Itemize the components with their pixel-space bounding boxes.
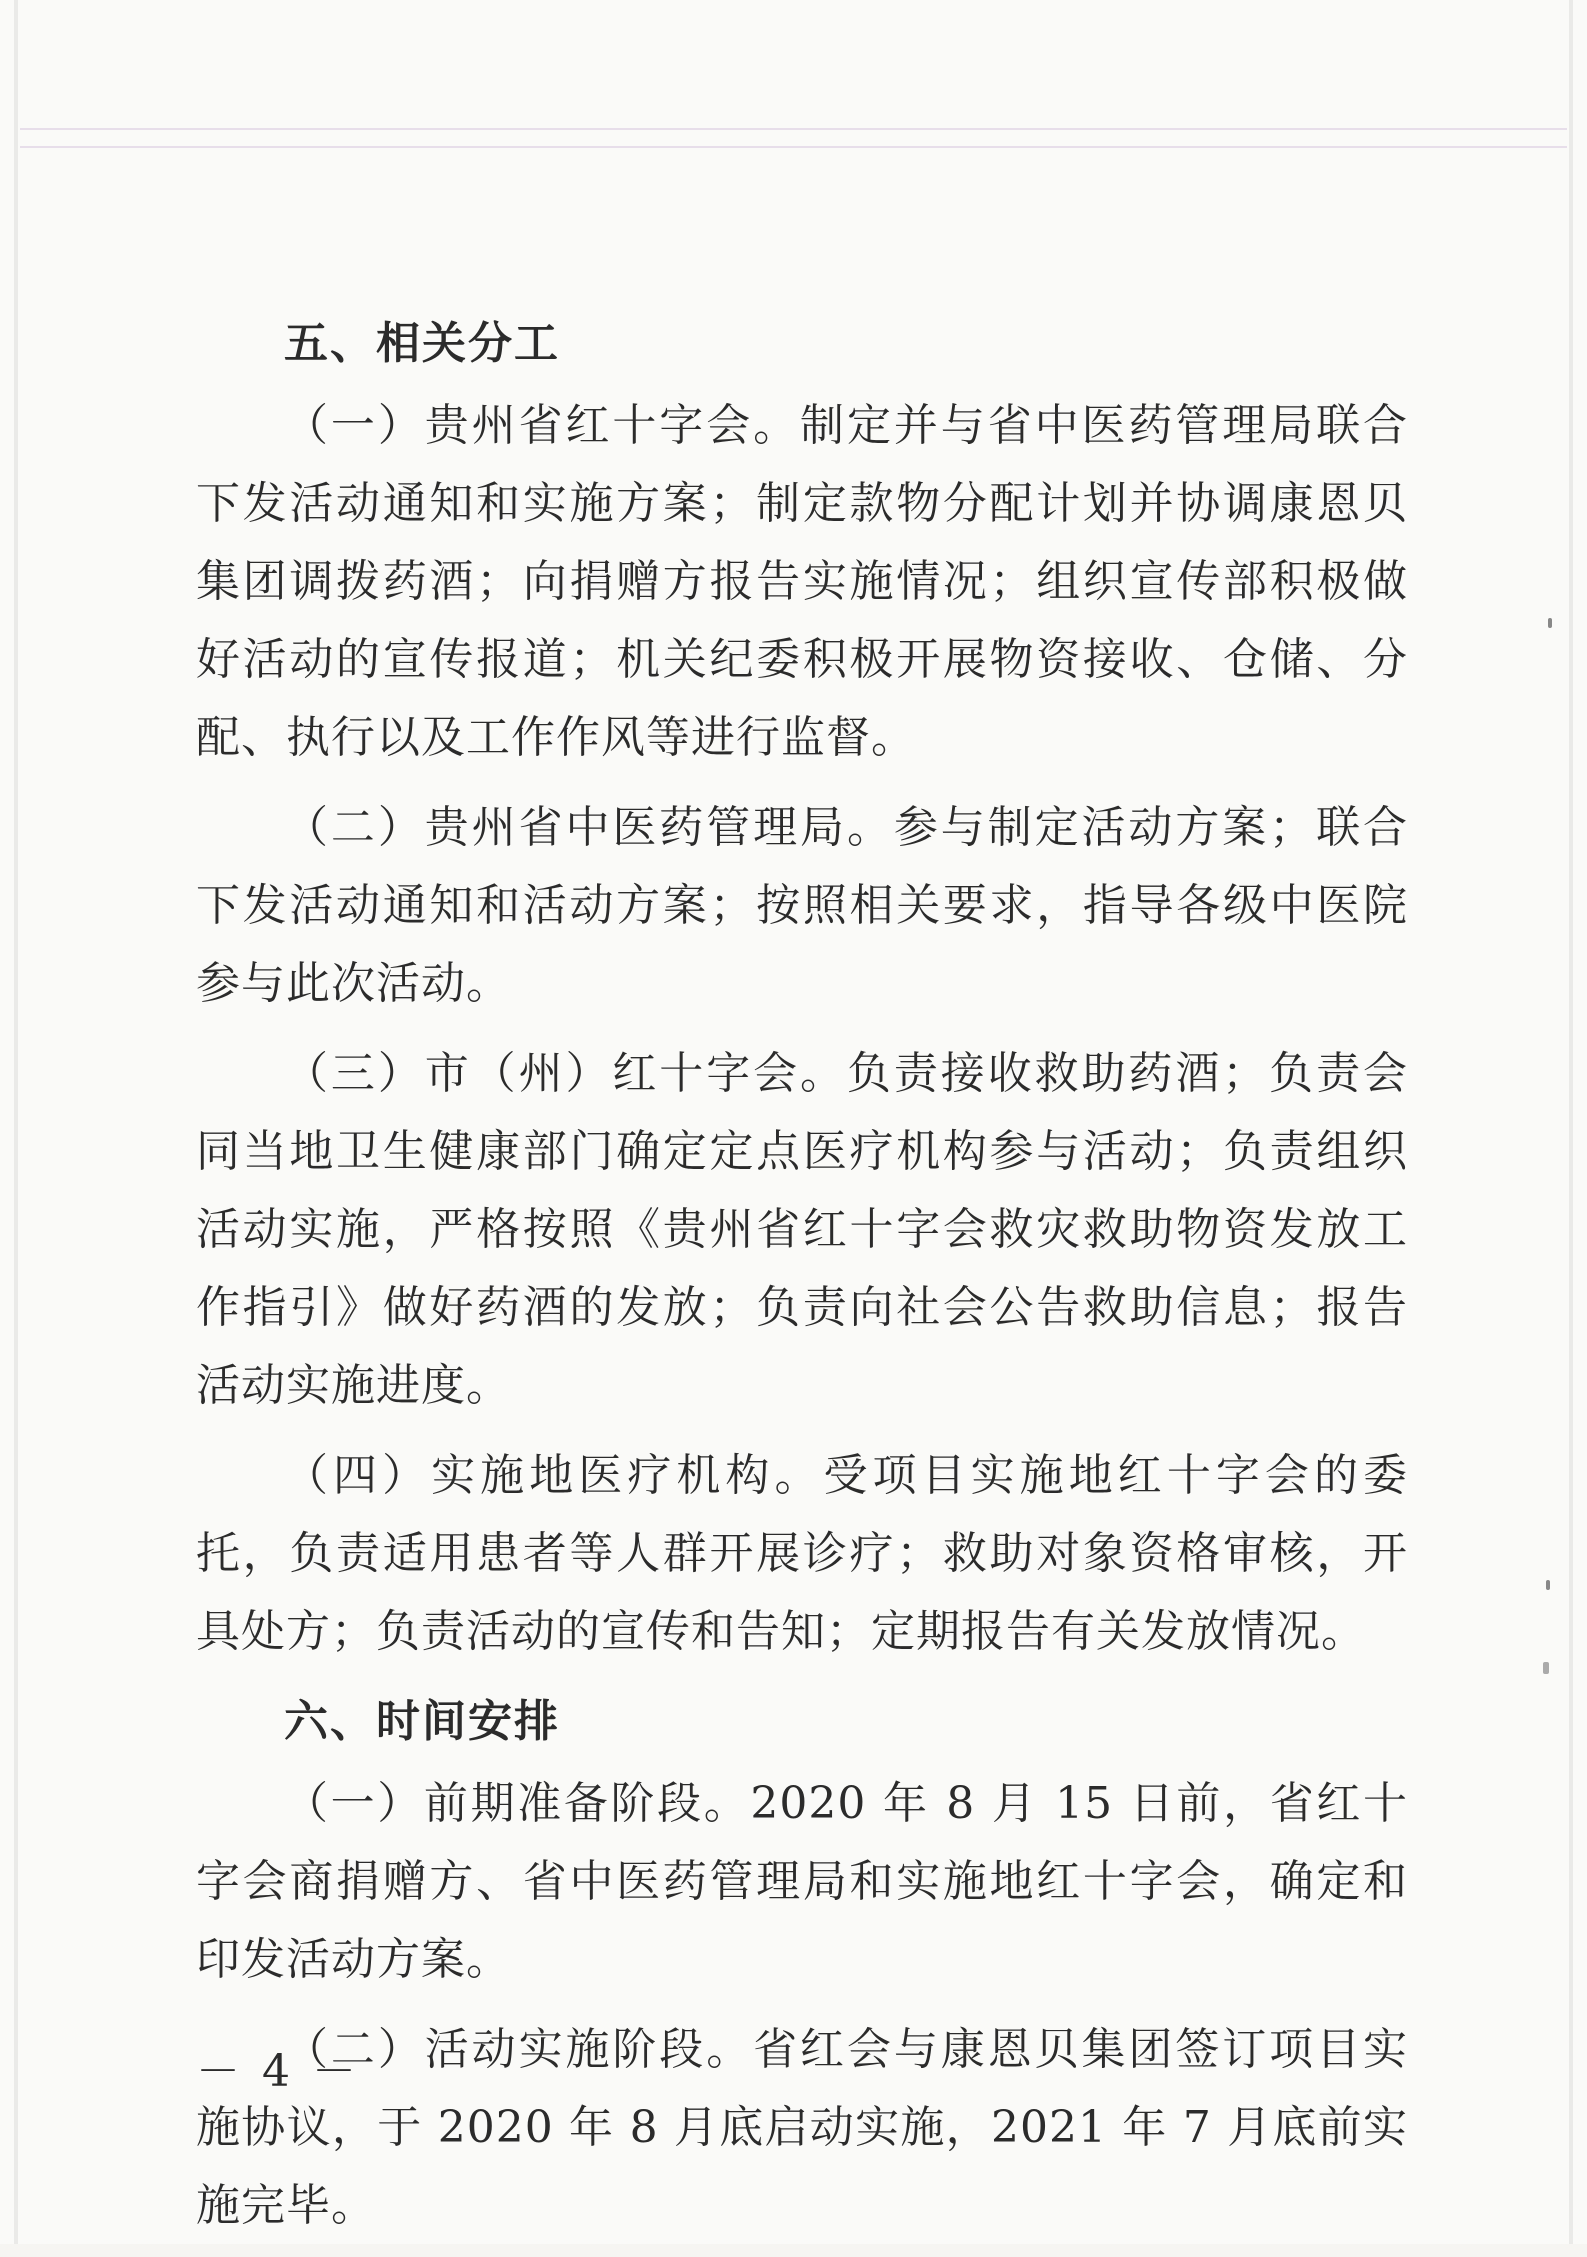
paragraph-tcm-bureau: （二）贵州省中医药管理局。参与制定活动方案；联合下发活动通知和活动方案；按照相关要求，指导各级中医院参与此次活动。 [196, 802, 1408, 1009]
scan-band [20, 146, 1567, 148]
section-heading-division-of-labor: 五、相关分工 [284, 318, 560, 369]
paragraph-city-red-cross: （三）市（州）红十字会。负责接收救助药酒；负责会同当地卫生健康部门确定定点医疗机构参与活动；负责组织活动实施，严格按照《贵州省红十字会救灾救助物资发放工作指引》做好药酒的发放；负责向社会公告救助信息；报告活动实施进度。 [196, 1048, 1408, 1411]
scan-band [20, 128, 1567, 130]
section-heading-schedule: 六、时间安排 [284, 1696, 560, 1747]
scan-speck [1546, 1580, 1550, 1590]
document-body [196, 305, 1408, 2257]
page-number: － 4 － [196, 2046, 360, 2097]
scan-speck [1548, 618, 1552, 628]
paragraph-medical-institutions: （四）实施地医疗机构。受项目实施地红十字会的委托，负责适用患者等人群开展诊疗；救助对象资格审核，开具处方；负责活动的宣传和告知；定期报告有关发放情况。 [196, 1450, 1408, 1657]
paragraph-preparation-stage: （一）前期准备阶段。2020 年 8 月 15 日前，省红十字会商捐赠方、省中医药管理局和实施地红十字会，确定和印发活动方案。 [196, 1778, 1408, 1985]
scan-edge-left [14, 0, 18, 2244]
scan-edge-right [1569, 0, 1573, 2244]
scan-speck [1543, 1662, 1549, 1674]
paragraph-implementation-stage: （二）活动实施阶段。省红会与康恩贝集团签订项目实施协议，于 2020 年 8 月底启动实施，2021 年 7 月底前实施完毕。 [196, 2024, 1408, 2231]
paragraph-red-cross-province: （一）贵州省红十字会。制定并与省中医药管理局联合下发活动通知和实施方案；制定款物分配计划并协调康恩贝集团调拨药酒；向捐赠方报告实施情况；组织宣传部积极做好活动的宣传报道；机关纪委积极开展物资接收、仓储、分配、执行以及工作作风等进行监督。 [196, 400, 1408, 763]
